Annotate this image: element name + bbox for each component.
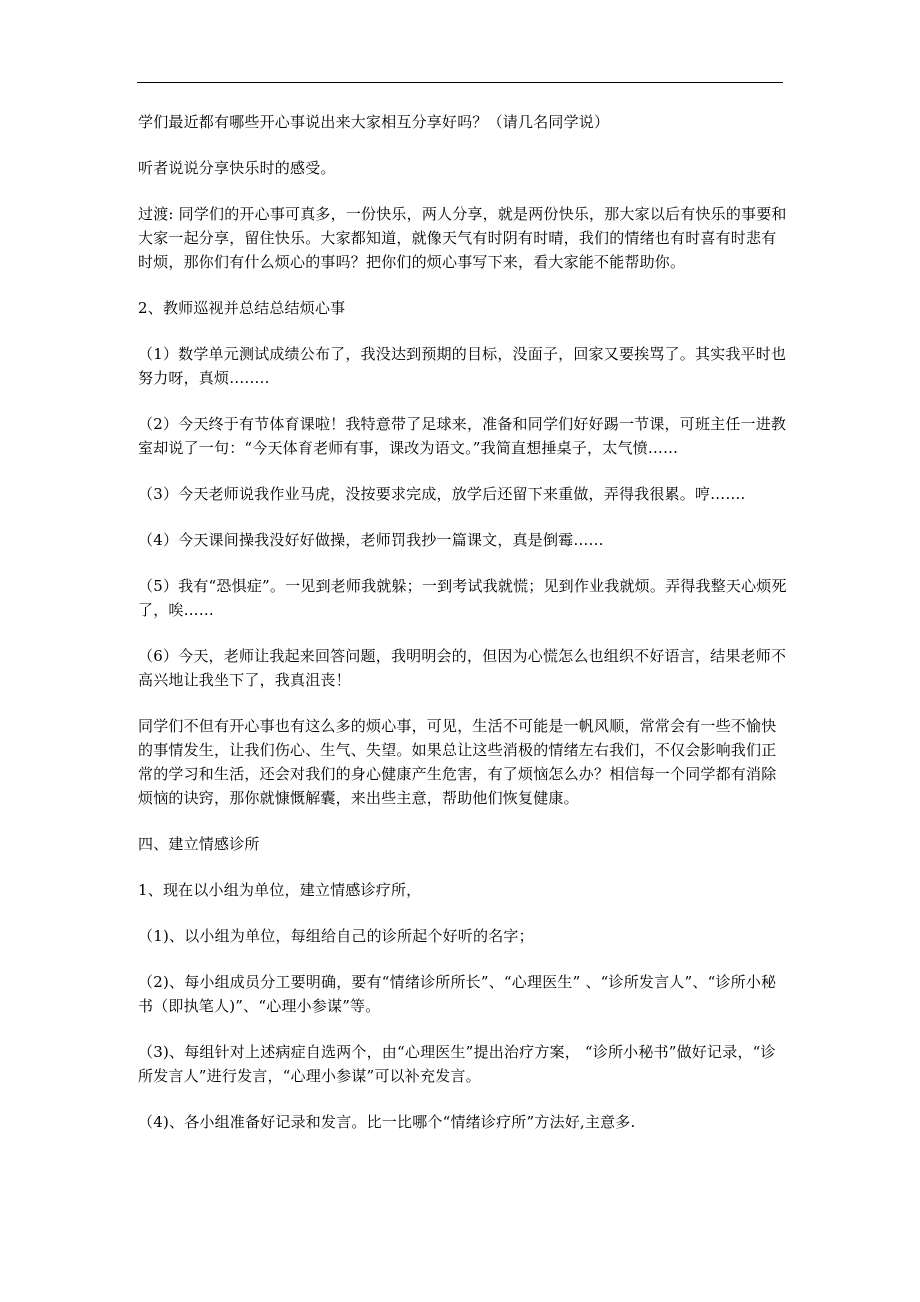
step-1-sub-2: （2)、每小组成员分工要明确，要有“情绪诊所所长”、“心理医生” 、“诊所发言人”、“诊所小秘书（即执笔人)”、“心理小参谋”等。 <box>138 973 777 1015</box>
paragraph-transition: 过渡: 同学们的开心事可真多，一份快乐，两人分享，就是两份快乐，那大家以后有快乐的事要和大家一起分享，留住快乐。大家都知道，就像天气有时阴有时晴，我们的情绪也有时喜有时悲有时烦，那你们有什么烦心的事吗？把你们的烦心事写下来，看大家能不能帮助你。 <box>138 205 787 271</box>
step-1-sub-3: （3)、每组针对上述病症自选两个，由“心理医生”提出治疗方案， “诊所小秘书”做好记录，“诊所发言人”进行发言，“心理小参谋”可以补充发言。 <box>138 1043 776 1085</box>
paragraph-summary: 同学们不但有开心事也有这么多的烦心事，可见，生活不可能是一帆风顺，常常会有一些不愉快的事情发生，让我们伤心、生气、失望。如果总让这些消极的情绪左右我们，不仅会影响我们正常的学习和生活，还会对我们的身心健康产生危害，有了烦恼怎么办？相信每一个同学都有消除烦恼的诀窍，那你就慷慨解囊，来出些主意，帮助他们恢复健康。 <box>138 717 777 807</box>
worry-item-1: （1）数学单元测试成绩公布了，我没达到预期的目标，没面子，回家又要挨骂了。其实我平时也努力呀，真烦…….. <box>138 345 787 387</box>
worry-item-2: （2）今天终于有节体育课啦！我特意带了足球来，准备和同学们好好踢一节课，可班主任一进教室却说了一句：“今天体育老师有事，课改为语文。”我简直想捶桌子，太气愤…… <box>138 415 787 457</box>
worry-item-5: （5）我有“恐惧症”。一见到老师我就躲；一到考试我就慌；见到作业我就烦。弄得我整天心烦死了，唉…… <box>138 577 787 619</box>
document-body <box>138 110 788 1134</box>
heading-section-four: 四、建立情感诊所 <box>138 835 260 853</box>
worry-item-3: （3）今天老师说我作业马虎，没按要求完成，放学后还留下来重做，弄得我很累。哼……. <box>138 485 746 503</box>
worry-item-6: （6）今天，老师让我起来回答问题，我明明会的，但因为心慌怎么也组织不好语言，结果老师不高兴地让我坐下了，我真沮丧！ <box>138 647 787 689</box>
paragraph-listener-feelings: 听者说说分享快乐时的感受。 <box>138 159 336 177</box>
paragraph-share-prompt: 学们最近都有哪些开心事说出来大家相互分享好吗？（请几名同学说） <box>138 113 610 131</box>
worry-item-4: （4）今天课间操我没好好做操，老师罚我抄一篇课文，真是倒霉…… <box>138 531 604 549</box>
heading-teacher-summary: 2、教师巡视并总结总结烦心事 <box>138 299 346 317</box>
step-1-sub-1: （1)、以小组为单位，每组给自己的诊所起个好听的名字； <box>138 927 534 945</box>
header-rule <box>137 82 783 83</box>
step-1: 1、现在以小组为单位，建立情感诊疗所， <box>138 881 422 899</box>
step-1-sub-4: （4)、各小组准备好记录和发言。比一比哪个“情绪诊疗所”方法好,主意多. <box>138 1113 636 1131</box>
